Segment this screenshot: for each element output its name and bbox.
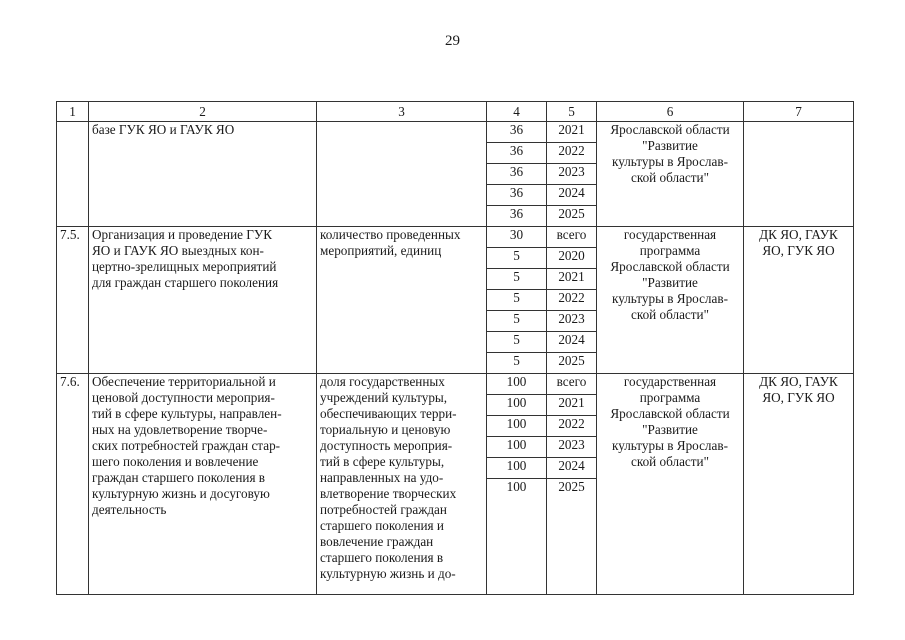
- indicator-value: 5: [487, 269, 547, 290]
- table-row: [57, 122, 854, 143]
- year-cell: 2024: [547, 458, 597, 479]
- indicator-value: 100: [487, 458, 547, 479]
- table-header-row: [57, 102, 854, 122]
- indicator-value: 30: [487, 227, 547, 248]
- year-cell: 2021: [547, 122, 597, 143]
- item-number: 7.5.: [57, 227, 89, 374]
- header-col-5: 5: [547, 102, 597, 122]
- indicator-name: [317, 122, 487, 227]
- header-col-7: 7: [744, 102, 854, 122]
- indicator-value: 5: [487, 332, 547, 353]
- year-cell: 2020: [547, 248, 597, 269]
- year-cell: 2021: [547, 395, 597, 416]
- indicator-name: доля государственных учреждений культуры, обеспечивающих терри- ториальную и ценовую доступность мероприя- тий в сфере культуры, направленных на удо- влетворение творческих потребностей граждан старшего поколения и вовлечение граждан старшего поколения в культурную жизнь и до-: [317, 374, 487, 595]
- year-cell: 2025: [547, 479, 597, 595]
- indicator-value: 100: [487, 416, 547, 437]
- year-cell: 2025: [547, 206, 597, 227]
- indicator-value: 100: [487, 395, 547, 416]
- indicator-value: 100: [487, 374, 547, 395]
- indicator-value: 5: [487, 353, 547, 374]
- indicator-value: 36: [487, 164, 547, 185]
- indicator-value: 100: [487, 479, 547, 595]
- program-name: государственная программа Ярославской области "Развитие культуры в Ярослав- ской области": [597, 374, 744, 595]
- indicator-value: 36: [487, 206, 547, 227]
- header-col-3: 3: [317, 102, 487, 122]
- page-number: 29: [445, 33, 460, 49]
- program-name: Ярославской области "Развитие культуры в Ярослав- ской области": [597, 122, 744, 227]
- year-cell: 2023: [547, 311, 597, 332]
- indicator-value: 36: [487, 185, 547, 206]
- item-number: [57, 122, 89, 227]
- header-col-4: 4: [487, 102, 547, 122]
- year-cell: 2024: [547, 332, 597, 353]
- executor-name: ДК ЯО, ГАУК ЯО, ГУК ЯО: [744, 227, 854, 374]
- table-row: [57, 374, 854, 395]
- header-col-6: 6: [597, 102, 744, 122]
- indicator-value: 36: [487, 122, 547, 143]
- indicator-value: 36: [487, 143, 547, 164]
- year-cell: 2021: [547, 269, 597, 290]
- year-cell: всего: [547, 374, 597, 395]
- activity-name: базе ГУК ЯО и ГАУК ЯО: [89, 122, 317, 227]
- year-cell: 2025: [547, 353, 597, 374]
- year-cell: 2023: [547, 437, 597, 458]
- table-row: [57, 227, 854, 248]
- year-cell: 2022: [547, 290, 597, 311]
- indicator-value: 5: [487, 248, 547, 269]
- indicator-value: 100: [487, 437, 547, 458]
- activity-name: Организация и проведение ГУК ЯО и ГАУК ЯО выездных кон- цертно-зрелищных мероприятий для граждан старшего поколения: [89, 227, 317, 374]
- indicator-value: 5: [487, 290, 547, 311]
- plan-table: [56, 101, 854, 595]
- year-cell: 2023: [547, 164, 597, 185]
- program-name: государственная программа Ярославской области "Развитие культуры в Ярослав- ской области": [597, 227, 744, 374]
- indicator-value: 5: [487, 311, 547, 332]
- executor-name: ДК ЯО, ГАУК ЯО, ГУК ЯО: [744, 374, 854, 595]
- header-col-2: 2: [89, 102, 317, 122]
- year-cell: 2022: [547, 143, 597, 164]
- year-cell: 2022: [547, 416, 597, 437]
- activity-name: Обеспечение территориальной и ценовой доступности мероприя- тий в сфере культуры, направлен- ных на удовлетворение творче- ских потребностей граждан стар- шего поколения и вовлечение граждан старшего поколения в культурную жизнь и досуговую деятельность: [89, 374, 317, 595]
- year-cell: всего: [547, 227, 597, 248]
- indicator-name: количество проведенных мероприятий, единиц: [317, 227, 487, 374]
- item-number: 7.6.: [57, 374, 89, 595]
- year-cell: 2024: [547, 185, 597, 206]
- executor-name: [744, 122, 854, 227]
- header-col-1: 1: [57, 102, 89, 122]
